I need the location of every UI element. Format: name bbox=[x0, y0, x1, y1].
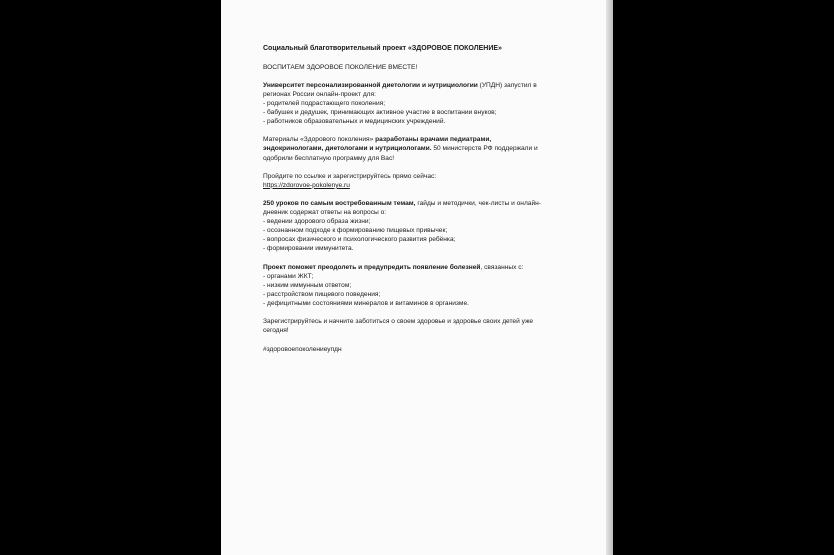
closing-line-1: Зарегистрируйтесь и начните заботиться о своем здоровье и здоровье своих детей уже bbox=[263, 318, 534, 326]
register-link[interactable]: https://zdorovoe-pokolenye.ru bbox=[263, 181, 350, 189]
page-edge-shadow bbox=[606, 0, 613, 555]
list-item: - формировании иммунитета. bbox=[263, 245, 354, 253]
page-content bbox=[263, 44, 563, 354]
list-item: - работников образовательных и медицинских учреждений. bbox=[263, 118, 446, 126]
list-item: - родителей подрастающего поколения; bbox=[263, 99, 386, 107]
materials-line-3: одобрили бесплатную программу для Вас! bbox=[263, 154, 395, 162]
list-item: - ведении здорового образа жизни; bbox=[263, 218, 371, 226]
slogan: ВОСПИТАЕМ ЗДОРОВОЕ ПОКОЛЕНИЕ ВМЕСТЕ! bbox=[263, 63, 418, 71]
lessons-line-2: дневник содержат ответы на вопросы о: bbox=[263, 209, 387, 217]
materials-text-1: Материалы «Здорового поколения» bbox=[263, 136, 376, 144]
list-item: - низким иммунным ответом; bbox=[263, 281, 352, 289]
list-item: - осознанном подходе к формированию пищевых привычек; bbox=[263, 227, 448, 235]
prevention-line bbox=[263, 263, 563, 272]
intro-bold: Университет персонализированной диетологии и нутрициологии bbox=[263, 81, 478, 89]
list-item: - бабушек и дедушек, принимающих активное участие в воспитании внуков; bbox=[263, 109, 497, 117]
materials-line-1 bbox=[263, 135, 563, 144]
intro-line-1 bbox=[263, 81, 563, 90]
lessons-text-1: гайды и методички, чек-листы и онлайн- bbox=[415, 200, 541, 207]
materials-line-2 bbox=[263, 144, 563, 153]
prevention-bold: Проект поможет преодолеть и предупредить появление болезней bbox=[263, 263, 481, 271]
materials-bold-2: эндокринологами, диетологами и нутрициологами. bbox=[263, 145, 432, 153]
list-item: - расстройством пищевого поведения; bbox=[263, 290, 381, 298]
materials-text-2: 50 министерств РФ поддержали и bbox=[431, 145, 538, 153]
closing-line-2: сегодня! bbox=[263, 327, 289, 335]
materials-bold-1: разработаны врачами педиатрами, bbox=[375, 136, 492, 144]
intro-line-2: регионах России онлайн-проект для: bbox=[263, 90, 376, 98]
lessons-bold: 250 уроков по самым востребованным темам, bbox=[263, 200, 416, 207]
prevention-text: , связанных с: bbox=[480, 263, 524, 271]
register-link-line bbox=[263, 181, 563, 190]
hashtag: #здоровоепоколениеупдн bbox=[263, 345, 342, 353]
document-title: Социальный благотворительный проект «ЗДОРОВОЕ ПОКОЛЕНИЕ» bbox=[263, 45, 502, 52]
lessons-line-1 bbox=[263, 199, 563, 208]
scanned-page bbox=[221, 0, 613, 555]
intro-text-1: (УПДН) запустил в bbox=[477, 81, 537, 89]
list-item: - дефицитными состояниями минералов и витаминов в организме. bbox=[263, 300, 469, 308]
list-item: - органами ЖКТ; bbox=[263, 272, 314, 280]
register-text: Пройдите по ссылке и зарегистрируйтесь прямо сейчас: bbox=[263, 172, 437, 180]
list-item: - вопросах физического и психологического развития ребёнка; bbox=[263, 236, 456, 244]
